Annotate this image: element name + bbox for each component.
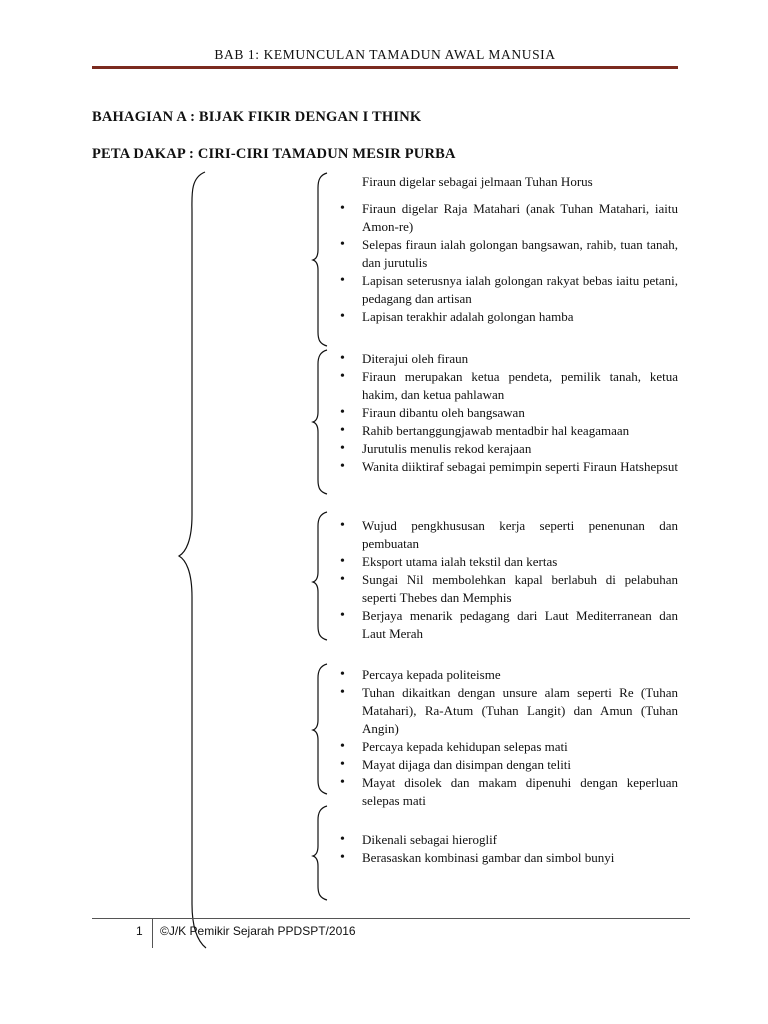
list-item: • Berasaskan kombinasi gambar dan simbol bunyi — [340, 849, 678, 867]
list-item: • Firaun digelar Raja Matahari (anak Tuhan Matahari, iaitu Amon-re) — [340, 200, 678, 236]
list-item: • Percaya kepada kehidupan selepas mati — [340, 738, 678, 756]
list-item: • Mayat dijaga dan disimpan dengan teliti — [340, 756, 678, 774]
list-item: • Diterajui oleh firaun — [340, 350, 678, 368]
sub-brace-5 — [313, 806, 327, 900]
list-item: • Percaya kepada politeisme — [340, 666, 678, 684]
sub-brace-3 — [313, 512, 327, 640]
list-item: • Wujud pengkhususan kerja seperti penenunan dan pembuatan — [340, 517, 678, 553]
list-item: • Sungai Nil membolehkan kapal berlabuh di pelabuhan seperti Thebes dan Memphis — [340, 571, 678, 607]
list-item: • Lapisan terakhir adalah golongan hamba — [340, 308, 678, 326]
sub-brace-4 — [313, 664, 327, 794]
list-item: • Berjaya menarik pedagang dari Laut Mediterranean dan Laut Merah — [340, 607, 678, 643]
brace-block-5 — [340, 831, 678, 867]
list-item: • Eksport utama ialah tekstil dan kertas — [340, 553, 678, 571]
list-item: • Tuhan dikaitkan dengan unsure alam seperti Re (Tuhan Matahari), Ra-Atum (Tuhan Langit) dan Amun (Tuhan Angin) — [340, 684, 678, 738]
list-item: • Rahib bertanggungjawab mentadbir hal keagamaan — [340, 422, 678, 440]
map-title: PETA DAKAP : CIRI-CIRI TAMADUN MESIR PURBA — [92, 146, 456, 162]
page-number: 1 — [136, 924, 143, 938]
brace-block-2 — [340, 350, 678, 476]
brace-block-1 — [340, 173, 678, 326]
list-item: • Lapisan seterusnya ialah golongan rakyat bebas iaitu petani, pedagang dan artisan — [340, 272, 678, 308]
footer-divider — [152, 918, 153, 948]
brace-block-4 — [340, 666, 678, 810]
list-item: • Firaun merupakan ketua pendeta, pemilik tanah, ketua hakim, dan ketua pahlawan — [340, 368, 678, 404]
main-brace — [179, 172, 206, 948]
footer-credit: ©J/K Pemikir Sejarah PPDSPT/2016 — [160, 924, 356, 938]
list-item: • Mayat disolek dan makam dipenuhi dengan keperluan selepas mati — [340, 774, 678, 810]
sub-brace-1 — [313, 173, 327, 346]
list-item: • Dikenali sebagai hieroglif — [340, 831, 678, 849]
section-heading: BAHAGIAN A : BIJAK FIKIR DENGAN I THINK — [92, 109, 422, 125]
list-item: • Wanita diiktiraf sebagai pemimpin seperti Firaun Hatshepsut — [340, 458, 678, 476]
footer-rule — [92, 918, 690, 919]
brace-block-3 — [340, 517, 678, 643]
list-item: • Firaun dibantu oleh bangsawan — [340, 404, 678, 422]
list-item: Firaun digelar sebagai jelmaan Tuhan Horus — [362, 174, 593, 189]
list-item: • Jurutulis menulis rekod kerajaan — [340, 440, 678, 458]
list-item: • Selepas firaun ialah golongan bangsawan, rahib, tuan tanah, dan jurutulis — [340, 236, 678, 272]
header-title: BAB 1: KEMUNCULAN TAMADUN AWAL MANUSIA — [214, 47, 556, 62]
sub-brace-2 — [313, 350, 327, 494]
